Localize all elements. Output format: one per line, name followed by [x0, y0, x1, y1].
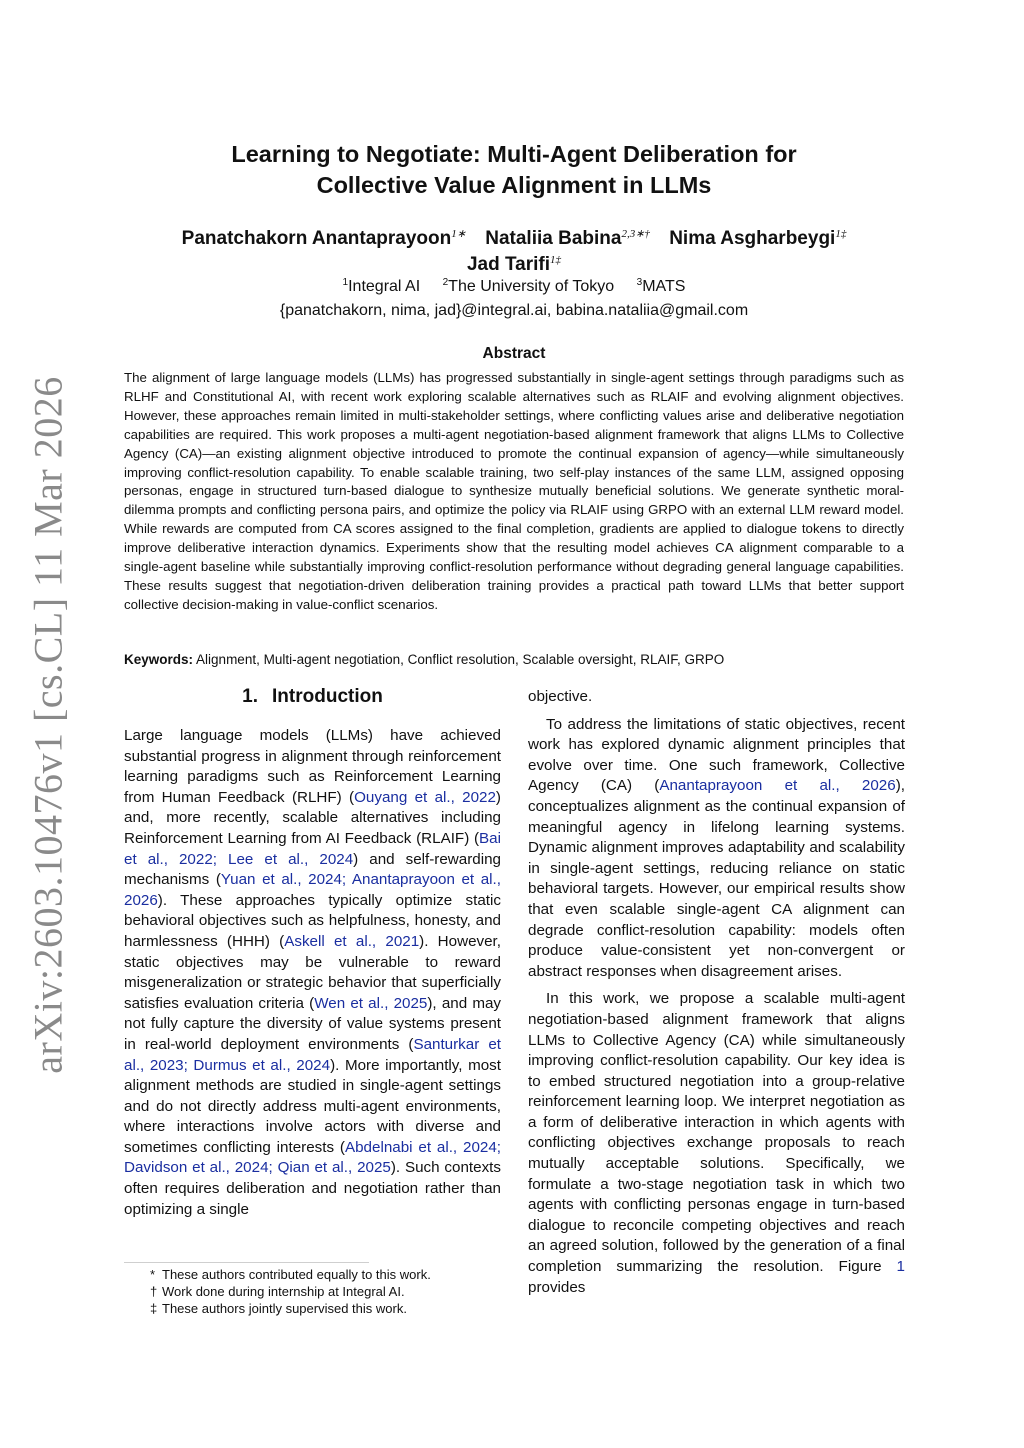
affiliation-name: The University of Tokyo — [448, 278, 615, 295]
footnote-mark: ‡ — [150, 1301, 158, 1316]
affiliation-number: 2 — [442, 277, 449, 288]
right-column — [528, 687, 905, 1305]
footnote-rule — [124, 1262, 369, 1263]
author — [182, 228, 466, 249]
affiliations — [124, 276, 904, 322]
footnote-mark: * — [150, 1267, 156, 1282]
section-heading-introduction — [124, 684, 501, 710]
author-marks: 1‡ — [550, 254, 562, 266]
intro-paragraph-2: To address the limitations of static objectives, recent work has explored dynamic alignment principles that evolve over time. One such framework, Collective Agency (CA) (Anantaprayoon et al., 2026), conceptualizes alignment as the continual expansion of meaningful agency in lifelong learning systems. Dynamic alignment improves adaptability and scalability in single-agent settings, reducing reliance on static behavioral targets. However, our empirical results show that even scalable single-agent CA alignment can degrade conflict-resolution capability: models often produce value-consistent yet non-convergent or abstract responses when disagreement arises. — [528, 715, 905, 980]
author-line-1 — [124, 227, 904, 253]
author — [485, 228, 650, 249]
title-line-2: Collective Value Alignment in LLMs — [316, 172, 712, 198]
author — [467, 254, 561, 275]
title-line-1: Learning to Negotiate: Multi-Agent Deliberation for — [231, 141, 797, 167]
author-list — [124, 227, 904, 279]
affiliation — [343, 276, 421, 300]
footnote-mark: † — [150, 1284, 158, 1299]
keywords — [124, 651, 904, 669]
arxiv-stamp-text: arXiv:2603.10476v1 [cs.CL] 11 Mar 2026 — [25, 376, 71, 1074]
citation-link[interactable]: Ouyang et al., 2022 — [354, 788, 496, 806]
affiliation-name: MATS — [642, 278, 686, 295]
arxiv-stamp — [8, 376, 88, 1074]
keywords-text: Alignment, Multi-agent negotiation, Conflict resolution, Scalable oversight, RLAIF, GRPO — [196, 652, 725, 667]
keywords-label: Keywords: — [124, 652, 194, 667]
author-marks: 1∗ — [451, 228, 466, 240]
left-column — [124, 684, 501, 1227]
paper-title — [124, 139, 904, 201]
citation-link[interactable]: 1 — [896, 1258, 905, 1276]
footnote — [124, 1300, 501, 1317]
citation-link[interactable]: Anantaprayoon et al., 2026 — [659, 777, 896, 795]
citation-link[interactable]: Santurkar et al., 2023; Durmus et al., 2024 — [124, 1035, 501, 1074]
intro-paragraph-3: In this work, we propose a scalable multi-agent negotiation-based alignment framework that aligns LLMs to Collective Agency (CA) while simultaneously improving conflict-resolution capability. Our key idea is to embed structured negotiation into a group-relative reinforcement learning loop. We interpret negotiation as a form of deliberative interaction in which agents with conflicting objectives exchange proposals to reach mutually acceptable solutions. Specifically, we formulate a two-stage negotiation task in which two agents with conflicting personas engage in turn-based dialogue to reconcile competing objectives and reach an agreed solution, followed by the generation of a final completion summarizing the resolution. Figure 1 provides — [528, 990, 905, 1296]
affiliation — [637, 276, 686, 300]
affiliation-number: 1 — [342, 277, 349, 288]
footnote-text: Work done during internship at Integral AI. — [162, 1284, 405, 1299]
affiliation-line — [124, 276, 904, 300]
abstract-heading: Abstract — [482, 345, 546, 362]
affiliation-name: Integral AI — [348, 278, 421, 295]
footnotes — [124, 1262, 501, 1317]
citation-link[interactable]: Abdelnabi et al., 2024; Davidson et al., 2024; Qian et al., 2025 — [124, 1138, 501, 1177]
author-marks: 2,3∗† — [621, 228, 650, 240]
footnote — [124, 1266, 501, 1283]
abstract-text: The alignment of large language models (LLMs) has progressed substantially in single-agent settings through paradigms such as RLHF and Constitutional AI, with recent work exploring scalable alternatives such as RLAIF and evolving alignment objectives. However, these approaches remain limited in multi-stakeholder settings, where conflicting values arise and deliberative negotiation capabilities are required. This work proposes a multi-agent negotiation-based alignment framework that aligns LLMs to Collective Agency (CA)—an existing alignment objective introduced to promote the continual expansion of agency—while simultaneously improving conflict-resolution capability. To enable scalable training, two self-play instances of the same LLM, assigned opposing personas, engage in structured turn-based dialogue to synthesize mutually beneficial solutions. We generate synthetic moral-dilemma prompts and conflicting persona pairs, and optimize the policy via RLAIF using GRPO with an external LLM reward model. While rewards are computed from CA scores assigned to the final completion, gradients are applied to dialogue tokens to directly improve deliberative interaction dynamics. Experiments show that the resulting model achieves CA alignment comparable to a single-agent baseline while substantially improving conflict-resolution performance without degrading general language capabilities. These results suggest that negotiation-driven deliberation training provides a practical path toward LLMs that better support collective decision-making in value-conflict scenarios. — [124, 370, 904, 612]
intro-paragraph-1-continued: objective. — [528, 688, 593, 705]
affiliation — [443, 276, 615, 300]
intro-paragraph-1: Large language models (LLMs) have achieved substantial progress in alignment through reinforcement learning paradigms such as Reinforcement Learning from Human Feedback (RLHF) (Ouyang et al., 2022) and, more recently, scalable alternatives including Reinforcement Learning from AI Feedback (RLAIF) (Bai et al., 2022; Lee et al., 2024) and self-rewarding mechanisms (Yuan et al., 2024; Anantaprayoon et al., 2026). These approaches typically optimize static behavioral objectives such as helpfulness, honesty, and harmlessness (HHH) (Askell et al., 2021). However, static objectives may be vulnerable to reward misgeneralization or strategic behavior that superficially satisfies evaluation criteria (Wen et al., 2025), and may not fully capture the diversity of value systems present in real-world deployment environments (Santurkar et al., 2023; Durmus et al., 2024). More importantly, most alignment methods are studied in single-agent settings and do not directly address multi-agent environments, where interactions involve actors with diverse and sometimes conflicting interests (Abdelnabi et al., 2024; Davidson et al., 2024; Qian et al., 2025). Such contexts often requires deliberation and negotiation rather than optimizing a single — [124, 727, 502, 1218]
footnote-text: These authors contributed equally to this work. — [162, 1267, 431, 1282]
section-title: Introduction — [272, 686, 383, 707]
author-emails: {panatchakorn, nima, jad}@integral.ai, babina.nataliia@gmail.com — [279, 302, 749, 319]
author-name: Nima Asgharbeygi — [669, 228, 836, 249]
citation-link[interactable]: Askell et al., 2021 — [284, 932, 420, 950]
citation-link[interactable]: Yuan et al., 2024; Anantaprayoon et al., 2026 — [124, 871, 501, 909]
author-name: Panatchakorn Anantaprayoon — [181, 228, 452, 249]
footnote — [124, 1283, 501, 1300]
citation-link[interactable]: Wen et al., 2025 — [314, 994, 428, 1012]
affiliation-number: 3 — [636, 277, 643, 288]
footnote-text: These authors jointly supervised this work. — [162, 1301, 407, 1316]
author-marks: 1‡ — [835, 228, 847, 240]
author-name: Nataliia Babina — [485, 228, 622, 249]
author-name: Jad Tarifi — [466, 254, 551, 275]
citation-link[interactable]: Bai et al., 2022; Lee et al., 2024 — [124, 829, 501, 868]
section-number: 1. — [242, 686, 259, 707]
author — [669, 228, 846, 249]
